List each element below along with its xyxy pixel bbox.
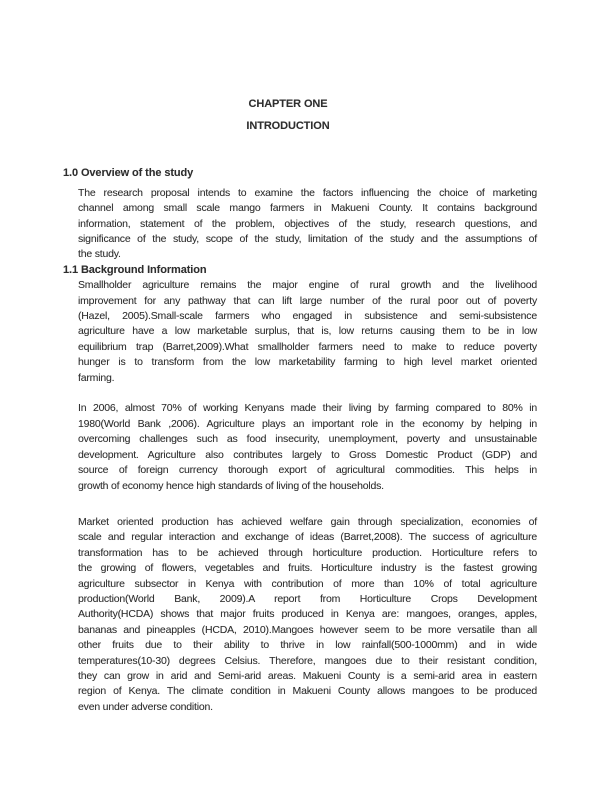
text-line: production(World Bank, 2009).A report from Horticulture Crops Development [78, 592, 537, 605]
text-line: the growing of flowers, vegetables and fruits. Horticulture industry is the fastest growing [78, 562, 537, 575]
text-line: overcoming challenges such as food insecurity, unemployment, poverty and unsustainable [78, 433, 537, 446]
text-line: information, statement of the problem, objectives of the study, research questions, and [78, 217, 537, 230]
text-line: farming. [78, 371, 115, 384]
text-line: channel among small scale mango farmers in Makueni County. It contains background [78, 202, 537, 215]
paragraph-overview [78, 186, 537, 263]
text-line: The research proposal intends to examine the factors influencing the choice of marketing [78, 186, 537, 199]
page-content [63, 97, 537, 715]
text-line: 1980(World Bank ,2006). Agriculture plays an important role in the economy by helping in [78, 417, 537, 430]
chapter-title: CHAPTER ONE [248, 98, 328, 110]
text-line: temperatures(10-30) degrees Celsius. Therefore, mangoes due to their resistant condition, [78, 654, 537, 667]
text-line: agriculture subsector in Kenya with contribution of more than 10% of total agriculture [78, 577, 537, 590]
paragraph-farming-economy [78, 401, 537, 493]
text-line: other fruits due to their ability to thrive in low rainfall(500-1000mm) and in wide [78, 639, 537, 652]
section-heading-background: 1.1 Background Information [63, 263, 207, 276]
text-line: they can grow in arid and Semi-arid areas. Makueni County is a semi-arid area in eastern [78, 669, 537, 682]
text-line: significance of the study, scope of the study, limitation of the study and the assumptions of [78, 233, 537, 246]
text-line: improvement for any pathway that can lift large number of the rural poor out of poverty [78, 294, 537, 307]
text-line: Authority(HCDA) shows that major fruits produced in Kenya are: mangoes, oranges, apples, [78, 608, 537, 621]
text-line: scale and regular interaction and exchange of ideas (Barret,2008). The success of agriculture [78, 531, 537, 544]
paragraph-smallholder [78, 278, 537, 386]
text-line: In 2006, almost 70% of working Kenyans made their living by farming compared to 80% in [78, 402, 537, 415]
section-heading-overview: 1.0 Overview of the study [63, 167, 194, 180]
text-line: transformation has to be achieved through horticulture production. Horticulture refers to [78, 546, 537, 559]
text-line: equilibrium trap (Barret,2009).What smallholder farmers need to make to reduce poverty [78, 340, 537, 353]
text-line: source of foreign currency thorough export of agricultural commodities. This helps in [78, 464, 537, 477]
text-line: bananas and pineapples (HCDA, 2010).Mangoes however seem to be more versatile than all [78, 623, 537, 636]
text-line: Smallholder agriculture remains the major engine of rural growth and the livelihood [78, 279, 537, 292]
text-line: growth of economy hence high standards of living of the households. [78, 479, 384, 492]
text-line: (Hazel, 2005).Small-scale farmers who engaged in subsistence and semi-subsistence [78, 310, 537, 323]
text-line: development. Agriculture also contributes largely to Gross Domestic Product (GDP) and [78, 448, 537, 461]
text-line: the study. [78, 248, 121, 261]
text-line: region of Kenya. The climate condition in Makueni County allows mangoes to be produced [78, 685, 537, 698]
text-line: agriculture have a low marketable surplus, that is, low returns causing them to be in low [78, 325, 537, 338]
text-line: hunger is to transform from the low marketability farming to high level market oriented [78, 356, 537, 369]
text-line: Market oriented production has achieved welfare gain through specialization, economies of [78, 515, 537, 528]
text-line: even under adverse condition. [78, 700, 213, 713]
paragraph-horticulture [78, 515, 537, 715]
chapter-subtitle: INTRODUCTION [246, 120, 330, 132]
